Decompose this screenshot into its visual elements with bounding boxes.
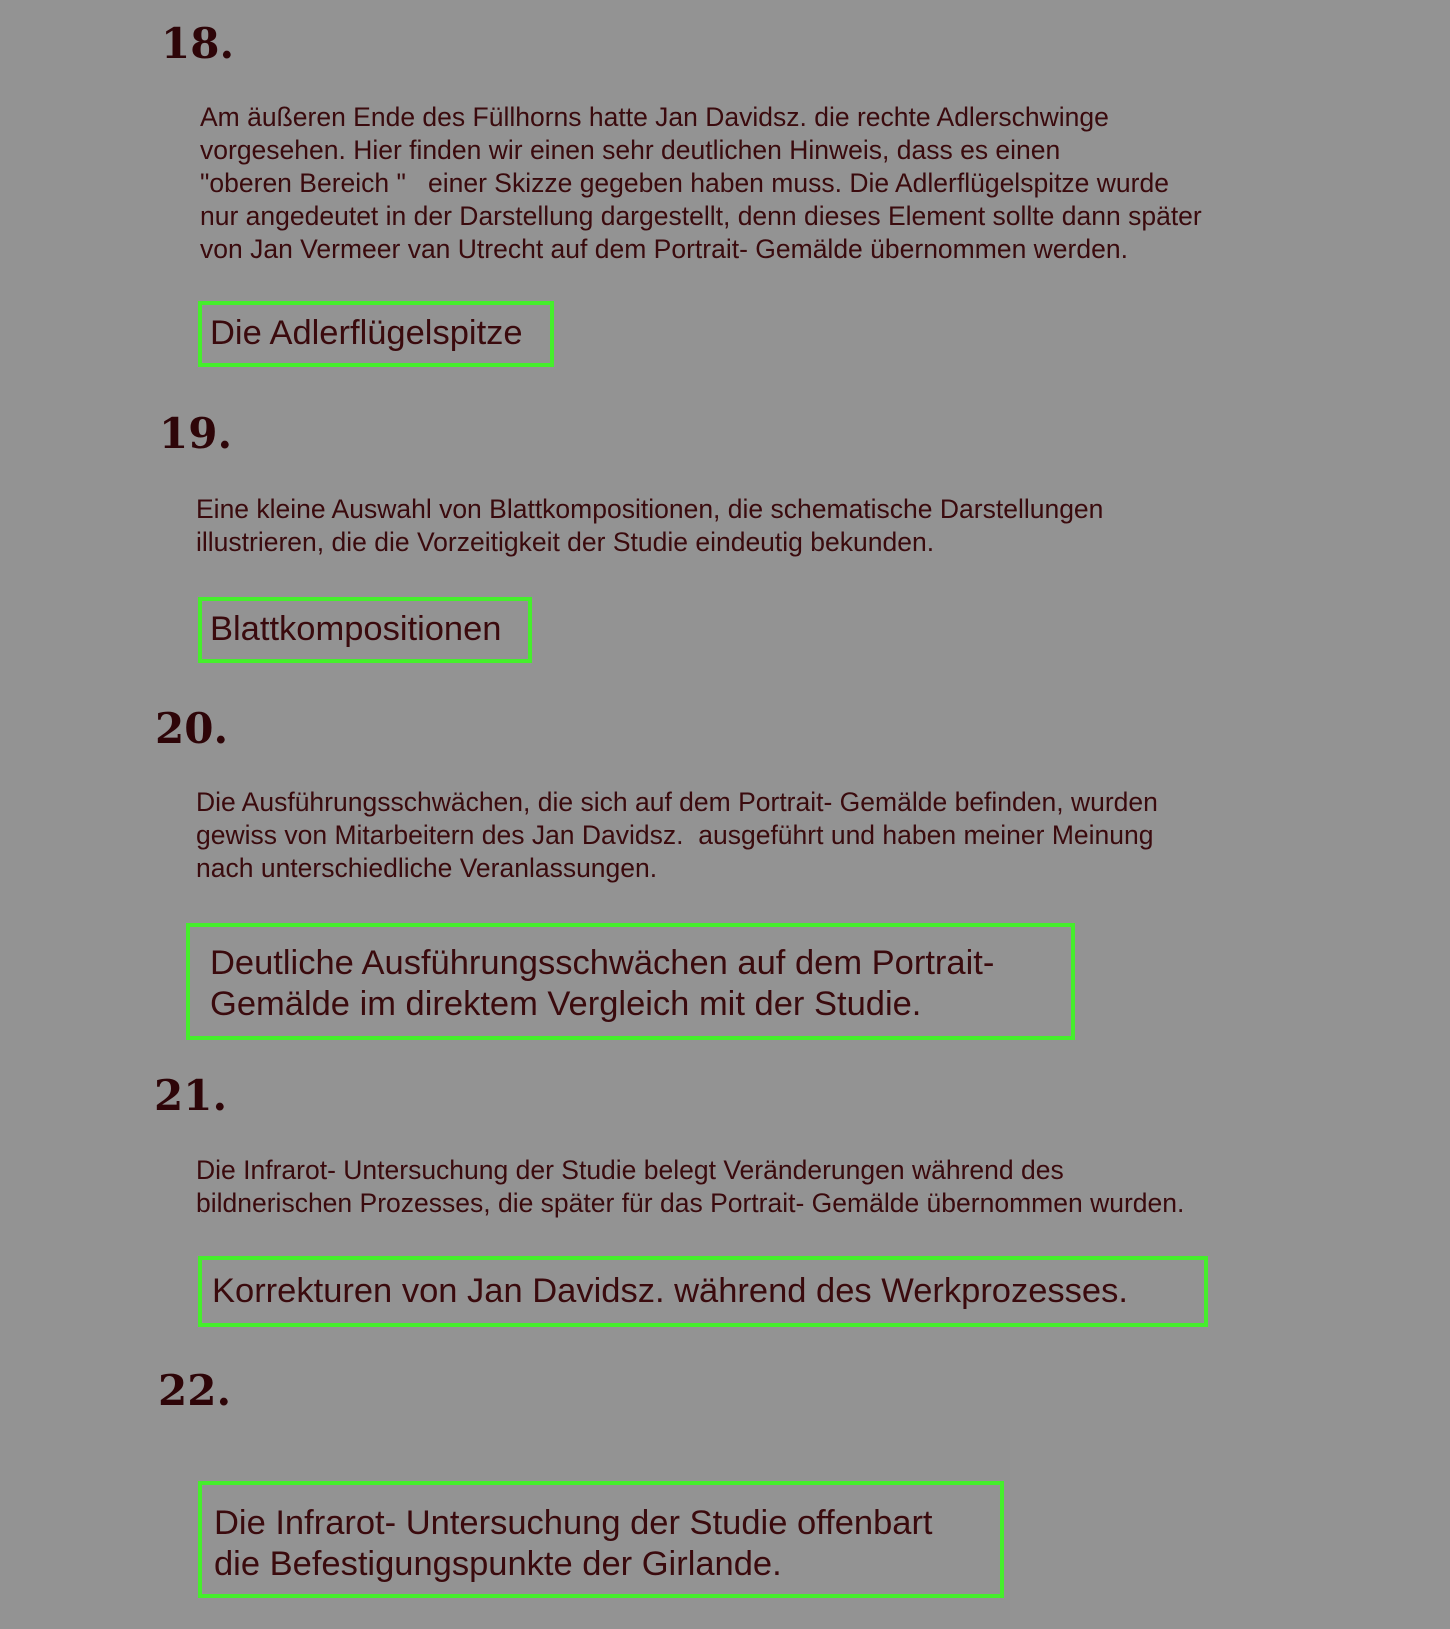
link-box-label: Blattkompositionen — [210, 610, 502, 648]
link-box-label-line: Gemälde im direktem Vergleich mit der Studie. — [210, 985, 922, 1023]
section-number-18: 18. — [161, 19, 235, 68]
section-number-19: 19. — [159, 409, 233, 458]
paragraph-line: gewiss von Mitarbeitern des Jan Davidsz. ausgeführt und haben meiner Meinung — [196, 820, 1154, 850]
link-box-korrekturen[interactable] — [198, 1256, 1208, 1327]
section-18-paragraph — [200, 101, 1202, 266]
paragraph-line: vorgesehen. Hier finden wir einen sehr deutlichen Hinweis, dass es einen — [200, 135, 1061, 165]
paragraph-line: nach unterschiedliche Veranlassungen. — [196, 853, 658, 883]
link-box-blattkompositionen[interactable] — [198, 597, 532, 663]
paragraph-line: bildnerischen Prozesses, die später für das Portrait- Gemälde übernommen wurden. — [196, 1188, 1185, 1218]
link-box-label: Die Adlerflügelspitze — [210, 314, 523, 352]
link-box-label-line: die Befestigungspunkte der Girlande. — [214, 1545, 782, 1583]
section-number-22: 22. — [158, 1366, 232, 1415]
section-20-paragraph — [196, 786, 1158, 885]
link-box-label-line: Die Infrarot- Untersuchung der Studie offenbart — [214, 1504, 933, 1542]
paragraph-line: Die Ausführungsschwächen, die sich auf dem Portrait- Gemälde befinden, wurden — [196, 787, 1158, 817]
section-number-20: 20. — [155, 704, 229, 753]
paragraph-line: nur angedeutet in der Darstellung dargestellt, denn dieses Element sollte dann später — [200, 201, 1202, 231]
section-number-21: 21. — [154, 1071, 228, 1120]
paragraph-line: "oberen Bereich " einer Skizze gegeben haben muss. Die Adlerflügelspitze wurde — [200, 168, 1169, 198]
paragraph-line: Am äußeren Ende des Füllhorns hatte Jan Davidsz. die rechte Adlerschwinge — [200, 102, 1109, 132]
link-box-label-line: Deutliche Ausführungsschwächen auf dem Portrait- — [210, 944, 995, 982]
link-box-adlerfluegelspitze[interactable] — [198, 301, 554, 367]
section-19-paragraph — [196, 493, 1103, 559]
paragraph-line: von Jan Vermeer van Utrecht auf dem Portrait- Gemälde übernommen werden. — [200, 234, 1128, 264]
link-box-label: Korrekturen von Jan Davidsz. während des Werkprozesses. — [212, 1272, 1128, 1310]
section-21-paragraph — [196, 1154, 1184, 1220]
paragraph-line: Eine kleine Auswahl von Blattkompositionen, die schematische Darstellungen — [196, 494, 1104, 524]
paragraph-line: Die Infrarot- Untersuchung der Studie belegt Veränderungen während des — [196, 1155, 1064, 1185]
link-box-ausfuehrungsschwaechen[interactable] — [186, 923, 1075, 1040]
link-box-befestigungspunkte[interactable] — [198, 1481, 1004, 1598]
paragraph-line: illustrieren, die die Vorzeitigkeit der Studie eindeutig bekunden. — [196, 527, 935, 557]
